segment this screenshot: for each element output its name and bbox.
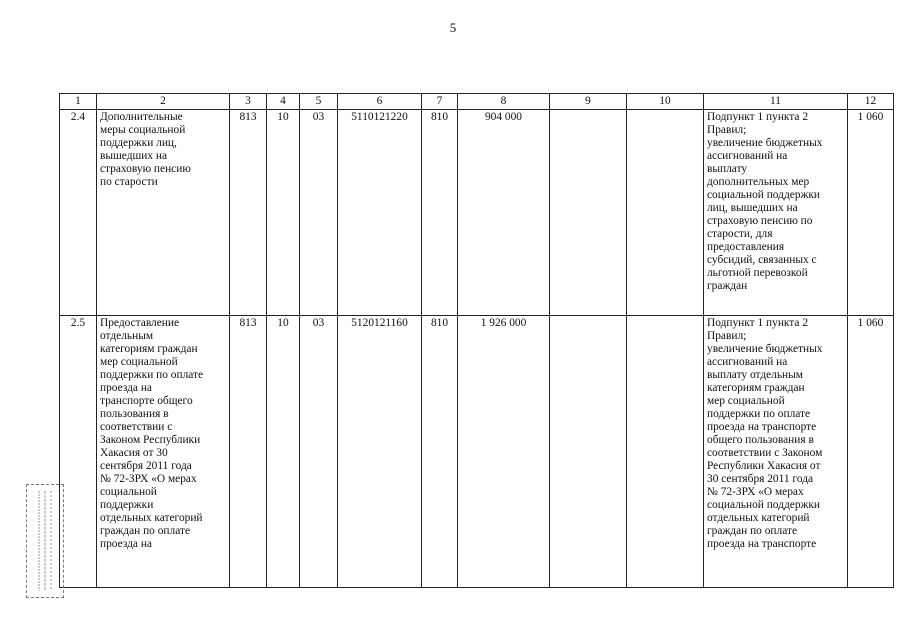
- column-header: 3: [230, 94, 267, 110]
- registration-stamp: [26, 484, 64, 598]
- cell-col4: 10: [267, 316, 300, 588]
- column-number-row: [60, 94, 894, 110]
- amount-cell: 904 000: [458, 110, 550, 316]
- row-number: 2.4: [60, 110, 97, 316]
- cell-col9: [550, 316, 627, 588]
- basis-cell: Подпункт 1 пункта 2 Правил; увеличение бюджетных ассигнований на выплату отдельным категориям граждан мер социальной поддержки по оплате проезда на транспорте общего пользования в соответствии с Законом Республики Хакасия от 30 сентября 2011 года № 72-ЗРХ «О мерах социальной поддержки отдельных категорий граждан по оплате проезда на транспорте: [704, 316, 848, 588]
- basis-cell: Подпункт 1 пункта 2 Правил; увеличение бюджетных ассигнований на выплату дополнительных мер социальной поддержки лиц, вышедших на страховую пенсию по старости, для предоставления субсидий, связанных с льготной перевозкой граждан: [704, 110, 848, 316]
- cell-col10: [627, 110, 704, 316]
- column-header: 9: [550, 94, 627, 110]
- budget-code: 5120121160: [338, 316, 422, 588]
- stamp-lines: [27, 485, 63, 597]
- column-header: 5: [300, 94, 338, 110]
- page-number: 5: [449, 20, 457, 35]
- cell-col10: [627, 316, 704, 588]
- cell-col3: 813: [230, 110, 267, 316]
- cell-col12: 1 060: [848, 110, 894, 316]
- measure-description: Предоставление отдельным категориям граждан мер социальной поддержки по оплате проезда на транспорте общего пользования в соответствии с Законом Республики Хакасия от 30 сентября 2011 года № 72-ЗРХ «О мерах социальной поддержки отдельных категорий граждан по оплате проезда на: [97, 316, 230, 588]
- column-header: 2: [97, 94, 230, 110]
- column-header: 4: [267, 94, 300, 110]
- cell-col7: 810: [422, 110, 458, 316]
- cell-col9: [550, 110, 627, 316]
- measure-description: Дополнительные меры социальной поддержки лиц, вышедших на страховую пенсию по старости: [97, 110, 230, 316]
- table-row: [60, 316, 894, 588]
- column-header: 7: [422, 94, 458, 110]
- budget-table: [59, 93, 894, 588]
- column-header: 10: [627, 94, 704, 110]
- column-header: 1: [60, 94, 97, 110]
- budget-code: 5110121220: [338, 110, 422, 316]
- cell-col12: 1 060: [848, 316, 894, 588]
- cell-col5: 03: [300, 110, 338, 316]
- cell-col5: 03: [300, 316, 338, 588]
- table-row: [60, 110, 894, 316]
- cell-col3: 813: [230, 316, 267, 588]
- amount-cell: 1 926 000: [458, 316, 550, 588]
- column-header: 11: [704, 94, 848, 110]
- column-header: 12: [848, 94, 894, 110]
- column-header: 8: [458, 94, 550, 110]
- row-number: 2.5: [60, 316, 97, 588]
- column-header: 6: [338, 94, 422, 110]
- cell-col4: 10: [267, 110, 300, 316]
- cell-col7: 810: [422, 316, 458, 588]
